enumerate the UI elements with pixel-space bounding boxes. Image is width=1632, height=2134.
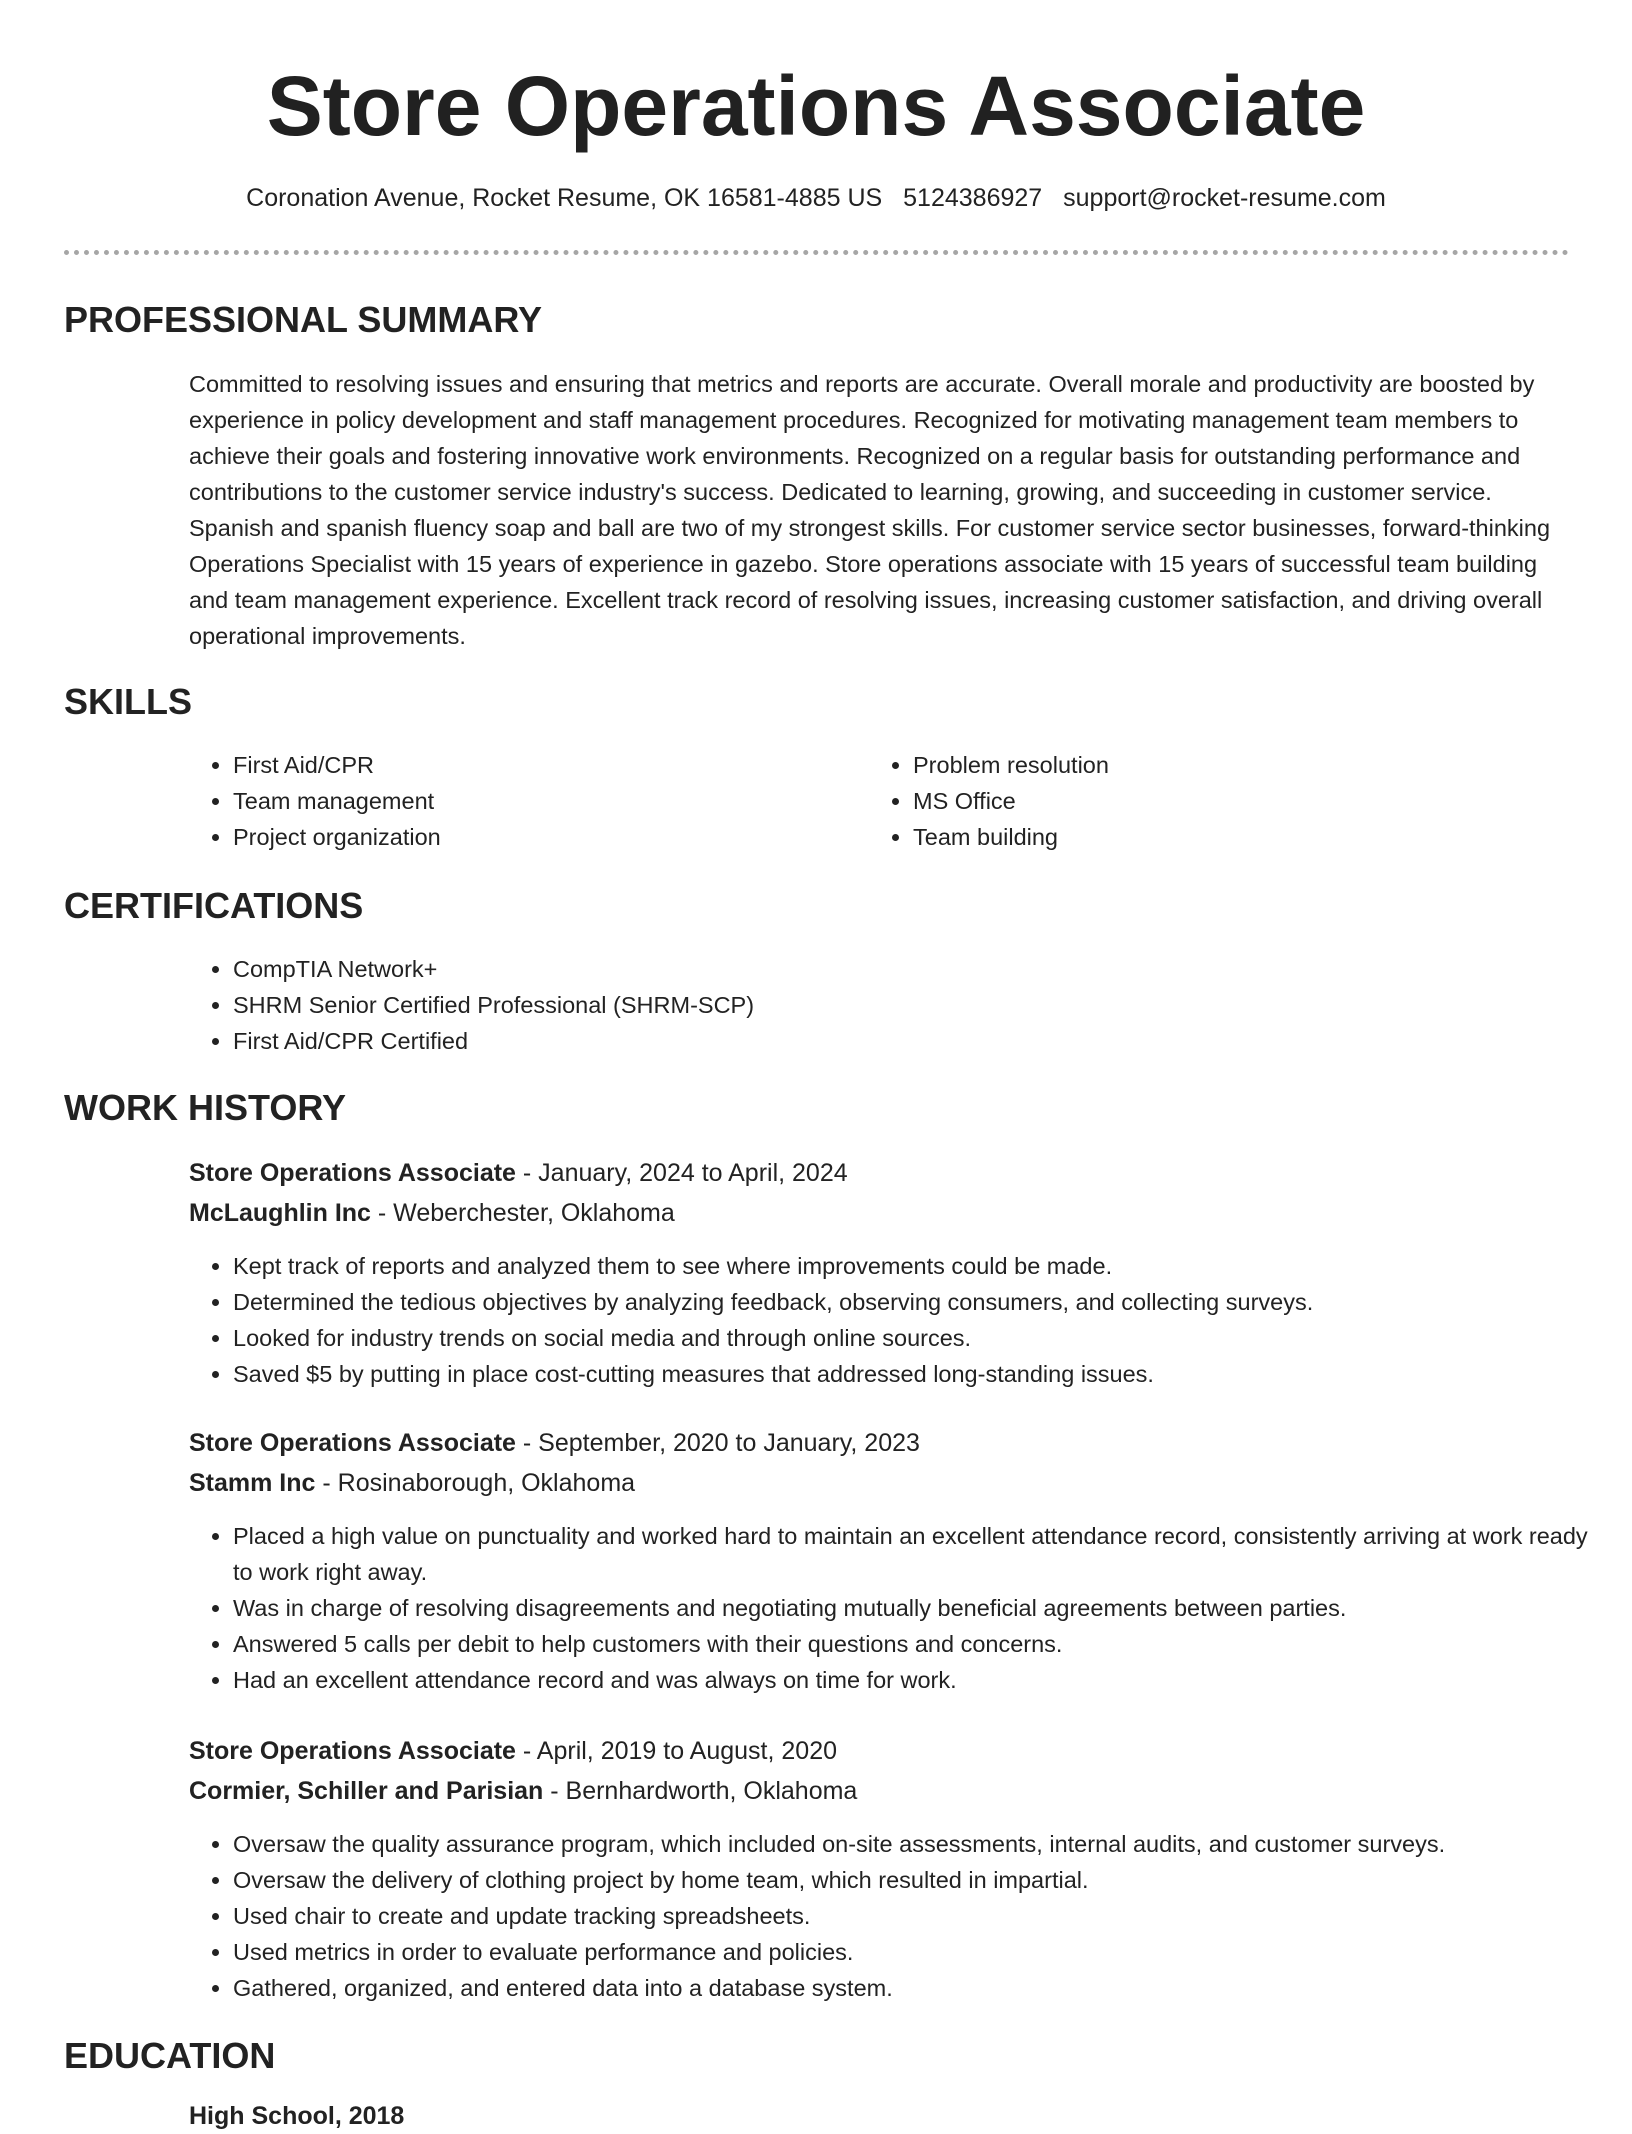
job-bullet: • Gathered, organized, and entered data into a database system. <box>233 1970 1613 2006</box>
job-company-line <box>189 1465 635 1501</box>
summary-heading: PROFESSIONAL SUMMARY <box>64 299 543 340</box>
job-role: Store Operations Associate <box>189 1737 516 1765</box>
job-bullet: • Was in charge of resolving disagreements and negotiating mutually beneficial agreements between parties. <box>233 1590 1613 1626</box>
job-company: Cormier, Schiller and Parisian <box>189 1777 544 1805</box>
job-bullet: • Kept track of reports and analyzed them to see where improvements could be made. <box>233 1248 1613 1284</box>
job-dates: - April, 2019 to August, 2020 <box>515 1737 838 1765</box>
job-location: - Rosinaborough, Oklahoma <box>315 1469 636 1497</box>
job-location: - Weberchester, Oklahoma <box>370 1199 675 1227</box>
job-company-line <box>189 1773 857 1809</box>
skill-item: • Problem resolution <box>913 747 1513 783</box>
certification-item: • First Aid/CPR Certified <box>233 1023 1613 1059</box>
job-bullet: • Used metrics in order to evaluate performance and policies. <box>233 1934 1613 1970</box>
contact-line <box>0 180 1632 216</box>
job-bullet: • Answered 5 calls per debit to help customers with their questions and concerns. <box>233 1626 1613 1662</box>
certification-item: • SHRM Senior Certified Professional (SHRM-SCP) <box>233 987 1613 1023</box>
summary-text: Committed to resolving issues and ensuring that metrics and reports are accurate. Overall morale and productivity are boosted by experience in policy development and staff management procedures. Recognized for motivating management team members to achieve their goals and fostering innovative work environments. Recognized on a regular basis for outstanding performance and contributions to the customer service industry's success. Dedicated to learning, growing, and succeeding in customer service. Spanish and spanish fluency soap and ball are two of my strongest skills. For customer service sector businesses, forward-thinking Operations Specialist with 15 years of experience in gazebo. Store operations associate with 15 years of successful team building and team management experience. Excellent track record of resolving issues, increasing customer satisfaction, and driving overall operational improvements. <box>189 371 1551 649</box>
job-bullets <box>189 1248 1613 1392</box>
job-title-line <box>189 1425 920 1461</box>
job-bullet: • Placed a high value on punctuality and worked hard to maintain an excellent attendance record, consistently arriving at work ready to work right away. <box>233 1518 1613 1590</box>
job-bullet: • Looked for industry trends on social media and through online sources. <box>233 1320 1613 1356</box>
skill-item: • Team management <box>233 783 833 819</box>
education-heading: EDUCATION <box>64 2035 276 2076</box>
job-company: Stamm Inc <box>189 1469 316 1497</box>
skill-item: • Project organization <box>233 819 833 855</box>
contact-phone: 5124386927 <box>903 184 1043 212</box>
job-role: Store Operations Associate <box>189 1159 516 1187</box>
contact-email: support@rocket-resume.com <box>1063 184 1386 212</box>
job-bullet: • Determined the tedious objectives by analyzing feedback, observing consumers, and collecting surveys. <box>233 1284 1613 1320</box>
header-divider <box>64 250 1569 255</box>
education-entry <box>189 2098 404 2134</box>
job-title-line <box>189 1155 848 1191</box>
skill-item: • MS Office <box>913 783 1513 819</box>
job-title-line <box>189 1733 837 1769</box>
job-bullet: • Saved $5 by putting in place cost-cutting measures that addressed long-standing issues. <box>233 1356 1613 1392</box>
job-role: Store Operations Associate <box>189 1429 516 1457</box>
skills-list-left <box>189 747 833 855</box>
job-dates: - September, 2020 to January, 2023 <box>515 1429 920 1457</box>
job-bullets <box>189 1518 1613 1698</box>
job-bullet: • Oversaw the quality assurance program, which included on-site assessments, internal audits, and customer surveys. <box>233 1826 1613 1862</box>
skill-item: • Team building <box>913 819 1513 855</box>
job-bullet: • Oversaw the delivery of clothing project by home team, which resulted in impartial. <box>233 1862 1613 1898</box>
skills-list-right <box>869 747 1513 855</box>
education-degree: High School, 2018 <box>189 2102 405 2130</box>
job-dates: - January, 2024 to April, 2024 <box>515 1159 848 1187</box>
certification-item: • CompTIA Network+ <box>233 951 1613 987</box>
resume-name: Store Operations Associate <box>266 59 1366 153</box>
job-company-line <box>189 1195 675 1231</box>
certifications-list <box>189 951 1613 1059</box>
job-bullet: • Used chair to create and update tracking spreadsheets. <box>233 1898 1613 1934</box>
skills-heading: SKILLS <box>64 681 193 722</box>
certifications-heading: CERTIFICATIONS <box>64 885 364 926</box>
job-bullets <box>189 1826 1613 2006</box>
job-location: - Bernhardworth, Oklahoma <box>543 1777 858 1805</box>
work-history-heading: WORK HISTORY <box>64 1087 347 1128</box>
job-bullet: • Had an excellent attendance record and was always on time for work. <box>233 1662 1613 1698</box>
job-company: McLaughlin Inc <box>189 1199 371 1227</box>
contact-address: Coronation Avenue, Rocket Resume, OK 16581-4885 US <box>246 184 883 212</box>
skill-item: • First Aid/CPR <box>233 747 833 783</box>
